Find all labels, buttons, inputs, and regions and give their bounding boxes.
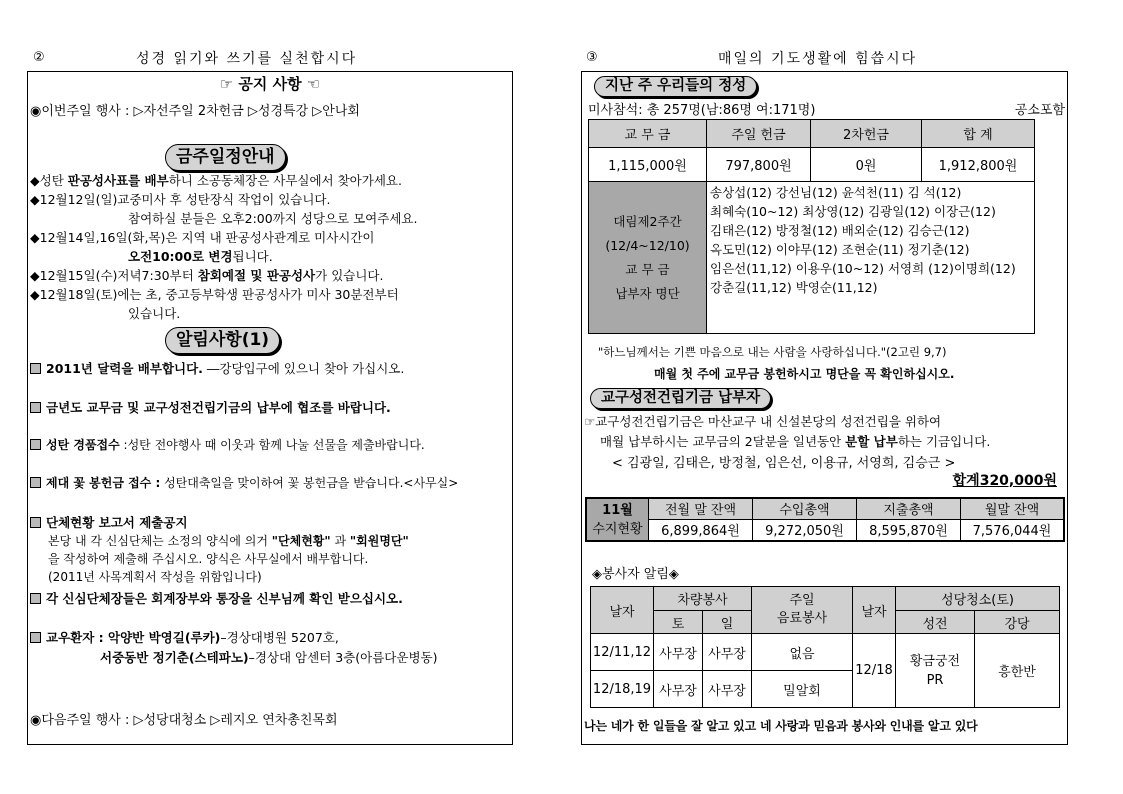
finance-table: [585, 497, 1065, 542]
volunteer-title: ◈봉사자 알림◈: [592, 567, 679, 582]
attendance: 미사참석: 총 257명(남:86명 여:171명): [588, 103, 816, 118]
schedule-line: ◆12월15일(수)저녁7:30부터 참회예절 및 판공성사가 있습니다.: [30, 268, 384, 283]
offering-value: 1,115,000원: [589, 148, 707, 182]
right-panel: [581, 71, 1068, 745]
vol-cell: 12/11,12: [591, 634, 654, 671]
fund-total: 합계320,000원: [952, 473, 1057, 489]
volunteer-table: [590, 586, 1060, 708]
group-report-line: 을 작성하여 제출해 주십시오. 양식은 사무실에서 배부합니다.: [48, 552, 369, 566]
alert-title: 알림사항(1): [165, 327, 280, 354]
schedule-line: ◆성탄 판공성사표를 배부하니 소공동체장은 사무실에서 찾아가세요.: [30, 173, 402, 188]
sincerity-title: 지난 주 우리들의 정성: [594, 76, 757, 97]
fund-line: ☞교구성전건립기금은 마산교구 내 신설본당의 성전건립을 위하여: [584, 414, 942, 429]
schedule-line: 오전10:00로 변경됩니다.: [128, 249, 273, 264]
finance-value: 8,595,870원: [857, 519, 961, 541]
next-week-events: ◉다음주일 행사 : ▷성당대청소 ▷레지오 연차총친목회: [30, 713, 338, 728]
finance-value: 7,576,044원: [961, 519, 1065, 541]
this-week-events: ◉이번주일 행사 : ▷자선주일 2차헌금 ▷성경특강 ▷안나회: [30, 104, 360, 119]
vol-cell: 밀알회: [752, 671, 853, 708]
finance-header: 수입총액: [753, 498, 857, 519]
footer-verse: 나는 네가 한 일들을 잘 알고 있고 네 사랑과 믿음과 봉사와 인내를 알고 있다: [584, 719, 978, 733]
vol-header: 주일 음료봉사: [752, 587, 853, 634]
notice-title: ☞ 공지 사항 ☜: [219, 75, 321, 93]
checkbox-square-icon: [30, 517, 41, 528]
group-report-line: 본당 내 각 신심단체는 소정의 양식에 의거 "단체현황" 과 "회원명단": [48, 534, 409, 548]
vol-header: 날자: [591, 587, 654, 634]
alert-item: 성탄 경품접수 :성탄 전야행사 때 이웃과 함께 나눌 선물을 제출바랍니다.: [30, 436, 425, 453]
alert-item: 제대 꽃 봉헌금 접수 : 성탄대축일을 맞이하여 꽃 봉헌금을 받습니다.<사무실>: [30, 474, 458, 491]
offering-value: 0원: [811, 148, 922, 182]
offering-value: 797,800원: [707, 148, 811, 182]
quote-reminder: 매월 첫 주에 교무금 봉헌하시고 명단을 꼭 확인하십시오.: [654, 367, 955, 381]
checkbox-square-icon: [30, 439, 41, 450]
vol-header: 날자: [853, 587, 896, 634]
vol-cell: 황금궁전 PR: [896, 634, 975, 708]
checkbox-square-icon: [30, 632, 41, 643]
vol-header: 일: [703, 611, 752, 634]
finance-header: 지출총액: [857, 498, 961, 519]
schedule-line: ◆12월18일(토)에는 초, 중고등부학생 판공성사가 미사 30분전부터: [30, 287, 399, 302]
offering-value: 1,912,800원: [922, 148, 1035, 182]
page-number-right: ③: [586, 50, 598, 65]
alert-item: 단체현황 보고서 제출공지: [30, 513, 188, 531]
vol-cell: 12/18: [853, 634, 896, 708]
ledger-note: 각 신심단체장들은 회계장부와 통장을 신부님께 확인 받으십시오.: [30, 589, 403, 607]
offering-header: 2차헌금: [811, 120, 922, 148]
offering-header: 합 계: [922, 120, 1035, 148]
finance-value: 6,899,864원: [649, 519, 753, 541]
vol-header: 성당청소(토): [896, 587, 1060, 611]
alert-item: 금년도 교무금 및 교구성전건립기금의 납부에 협조를 바랍니다.: [30, 398, 391, 416]
payer-label: 대림제2주간 (12/4~12/10) 교 무 금 납부자 명단: [589, 182, 707, 334]
checkbox-square-icon: [30, 402, 41, 413]
schedule-line: ◆12월12일(일)교중미사 후 성탄장식 작업이 있습니다.: [30, 192, 331, 207]
schedule-title: 금주일정안내: [165, 144, 286, 171]
vol-cell: 흥한반: [975, 634, 1060, 708]
page-number-left: ②: [33, 50, 45, 65]
vol-cell: 12/18,19: [591, 671, 654, 708]
vol-cell: 사무장: [654, 634, 703, 671]
schedule-line: ◆12월14일,16일(화,목)은 지역 내 판공성사관계로 미사시간이: [30, 230, 375, 245]
offering-header: 교 무 금: [589, 120, 707, 148]
offering-header: 주일 헌금: [707, 120, 811, 148]
offering-table: [588, 119, 1035, 334]
checkbox-square-icon: [30, 593, 41, 604]
vol-cell: 사무장: [654, 671, 703, 708]
payer-list: 송상섭(12) 강선님(12) 윤석천(11) 김 석(12) 최혜숙(10~12) 최상영(12) 김광일(12) 이장근(12) 김태은(12) 방정철(12) 배외순(12) 김승근(12) 옥도민(12) 이야무(12) 조현순(11) 정기춘(12) 임은선(11,12) 이용우(10~12) 서영희 (12)이명희(12) 강춘길(11,12) 박영순(11,12): [707, 182, 1035, 334]
vol-cell: 없음: [752, 634, 853, 671]
fund-names: < 김광일, 김태은, 방정철, 임은선, 이용규, 서영희, 김승근 >: [612, 456, 956, 471]
quote: "하느님께서는 기쁜 마음으로 내는 사람을 사랑하십니다."(2고린 9,7): [598, 345, 947, 359]
left-header: 성경 읽기와 쓰기를 실천합시다: [136, 51, 358, 67]
vol-cell: 사무장: [703, 671, 752, 708]
attendance-note: 공소포함: [1014, 103, 1065, 118]
schedule-line: 참여하실 분들은 오후2:00까지 성당으로 모여주세요.: [128, 211, 418, 226]
schedule-line: 있습니다.: [128, 306, 181, 321]
finance-header: 월말 잔액: [961, 498, 1065, 519]
fund-title: 교구성전건립기금 납부자: [590, 388, 771, 409]
checkbox-square-icon: [30, 363, 41, 374]
finance-label: 11월 수지현황: [586, 498, 649, 541]
left-panel: [27, 71, 513, 745]
vol-header: 강당: [975, 611, 1060, 634]
vol-header: 토: [654, 611, 703, 634]
vol-header: 차량봉사: [654, 587, 752, 611]
alert-item: 2011년 달력을 배부합니다. ―강당입구에 있으니 찾아 가십시오.: [30, 359, 404, 377]
patients-line: 교우환자 : 악양반 박영길(루카)–경상대병원 5207호,: [30, 628, 339, 646]
patients-line: 서중동반 정기춘(스테파노)–경상대 암센터 3층(아름다운병동): [100, 650, 438, 665]
finance-header: 전월 말 잔액: [649, 498, 753, 519]
vol-cell: 사무장: [703, 634, 752, 671]
right-header: 매일의 기도생활에 힘씁시다: [718, 51, 918, 67]
group-report-line: (2011년 사목계획서 작성을 위함입니다): [48, 570, 262, 584]
finance-value: 9,272,050원: [753, 519, 857, 541]
checkbox-square-icon: [30, 477, 41, 488]
vol-header: 성전: [896, 611, 975, 634]
fund-line: 매월 납부하시는 교무금의 2달분을 일년동안 분할 납부하는 기금입니다.: [600, 434, 991, 449]
